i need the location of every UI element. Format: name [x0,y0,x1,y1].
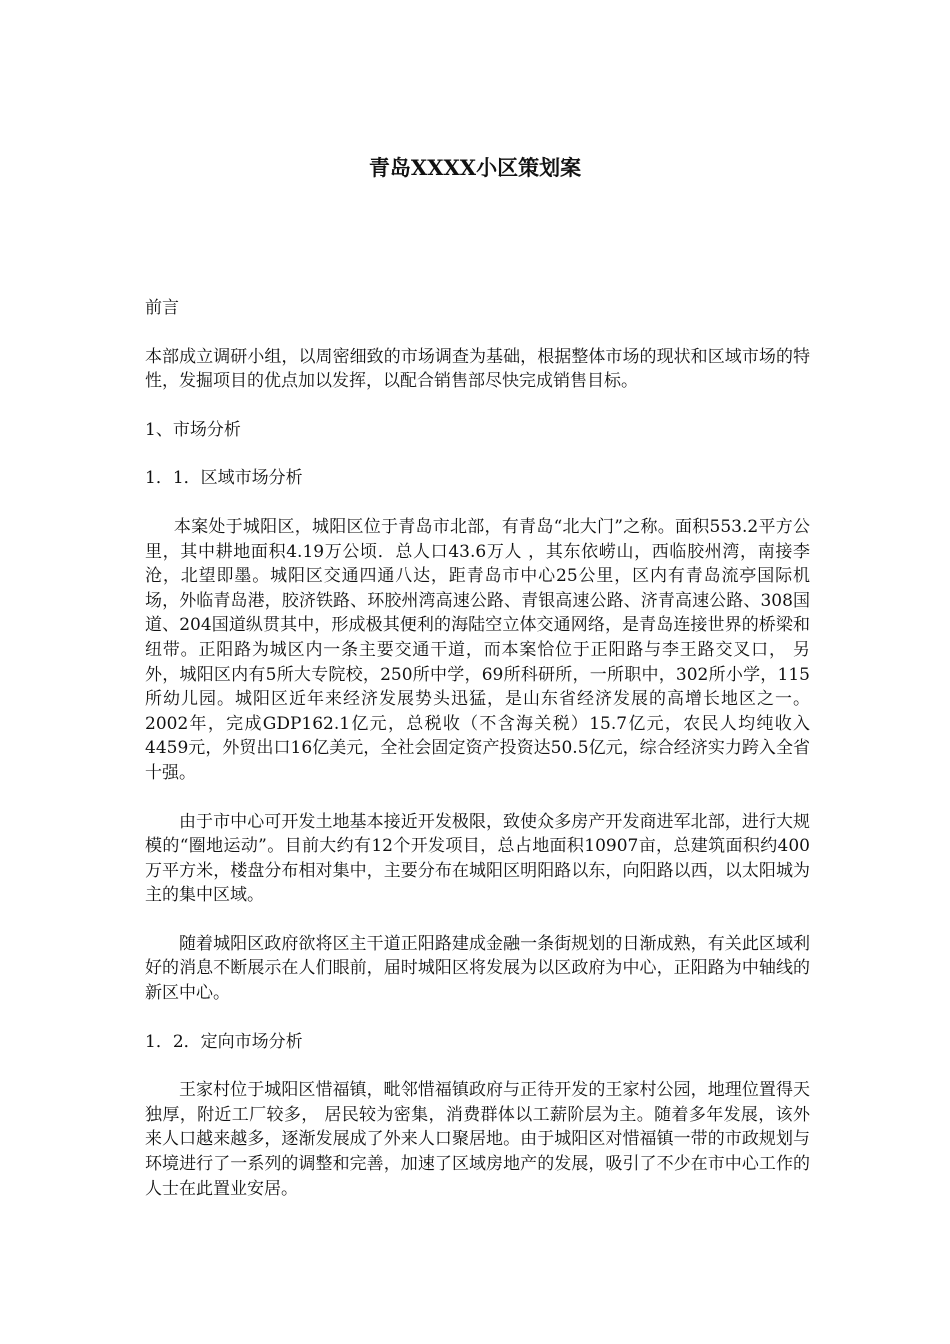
section-1-1-paragraph-2: 由于市中心可开发土地基本接近开发极限，致使众多房产开发商进军北部，进行大规模的“圈地运动”。目前大约有12个开发项目，总占地面积10907亩，总建筑面积约400万平方米，楼盘分布相对集中，主要分布在城阳区明阳路以东，向阳路以西，以太阳城为主的集中区域。 [145,811,810,906]
section-1-heading: 1、市场分析 [145,419,241,440]
preface-paragraph: 本部成立调研小组，以周密细致的市场调查为基础，根据整体市场的现状和区域市场的特性，发掘项目的优点加以发挥，以配合销售部尽快完成销售目标。 [145,346,810,392]
section-1-1-heading: 1．1．区域市场分析 [145,468,303,489]
document-body [145,296,810,1201]
section-1-1-paragraph-1: 本案处于城阳区，城阳区位于青岛市北部，有青岛“北大门”之称。面积553.2平方公里，其中耕地面积4.19万公顷．总人口43.6万人 ，其东依崂山，西临胶州湾，南接李沧，北望即墨。城阳区交通四通八达，距青岛市中心25公里，区内有青岛流亭国际机场，外临青岛港，胶济铁路、环胶州湾高速公路、青银高速公路、济青高速公路、308国道、204国道纵贯其中，形成极其便利的海陆空立体交通网络，是青岛连接世界的桥梁和纽带。正阳路为城区内一条主要交通干道，而本案恰位于正阳路与李王路交叉口， 另外，城阳区内有5所大专院校，250所中学，69所科研所，一所职中，302所小学，115所幼儿园。城阳区近年来经济发展势头迅猛，是山东省经济发展的高增长地区之一。2002年，完成GDP162.1亿元，总税收（不含海关税）15.7亿元，农民人均纯收入4459元，外贸出口16亿美元，全社会固定资产投资达50.5亿元，综合经济实力跨入全省十强。 [145,516,810,783]
document-title: 青岛XXXX小区策划案 [368,155,582,181]
section-1-2-paragraph-1: 王家村位于城阳区惜福镇，毗邻惜福镇政府与正待开发的王家村公园，地理位置得天独厚，附近工厂较多， 居民较为密集，消费群体以工薪阶层为主。随着多年发展，该外来人口越来越多，逐渐发展成了外来人口聚居地。由于城阳区对惜福镇一带的市政规划与环境进行了一系列的调整和完善，加速了区域房地产的发展，吸引了不少在市中心工作的人士在此置业安居。 [145,1080,810,1199]
section-1-1-paragraph-3: 随着城阳区政府欲将区主干道正阳路建成金融一条街规划的日渐成熟，有关此区域利好的消息不断展示在人们眼前，届时城阳区将发展为以区政府为中心，正阳路为中轴线的新区中心。 [145,933,810,1004]
preface-heading: 前言 [145,298,179,318]
section-1-2-heading: 1．2．定向市场分析 [145,1031,303,1052]
